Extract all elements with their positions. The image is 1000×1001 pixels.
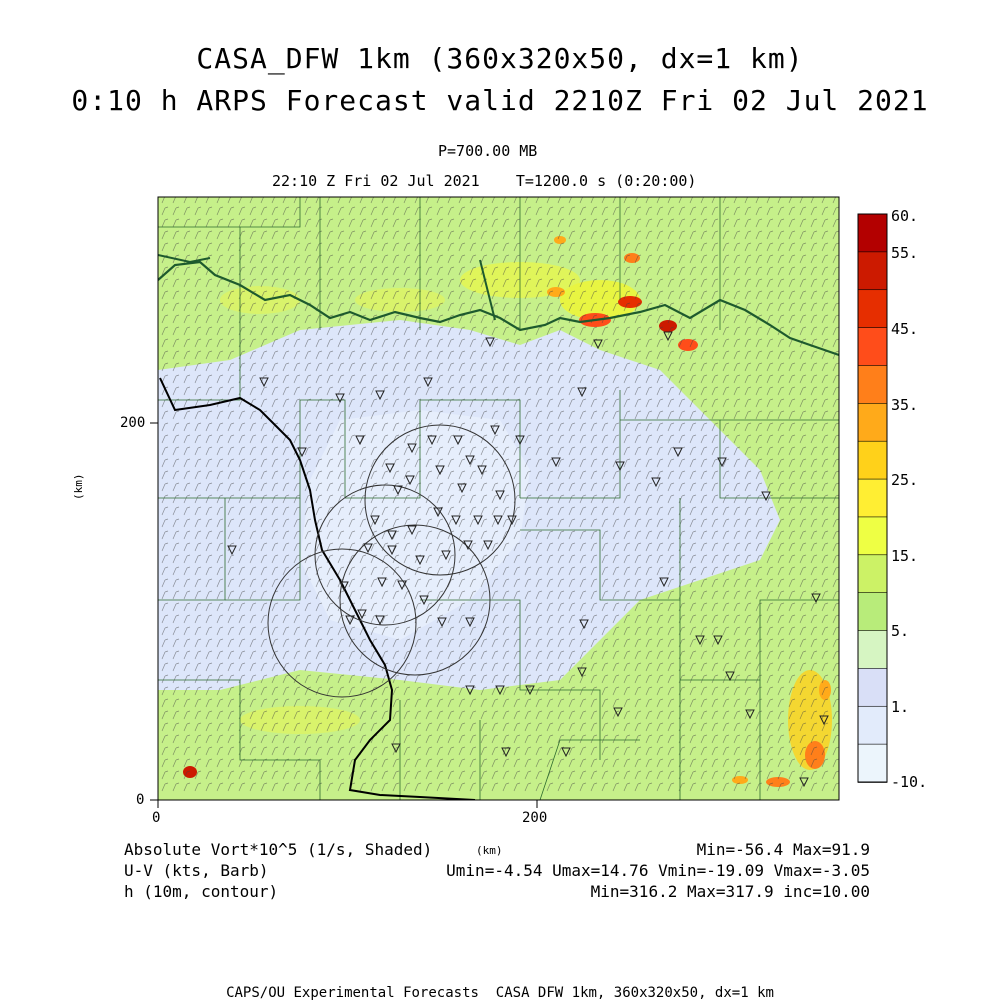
legend-stats-height: Min=316.2 Max=317.9 inc=10.00 (590, 882, 870, 901)
colorbar-label-neg10: -10. (891, 773, 928, 791)
colorbar-swatch (858, 403, 887, 441)
colorbar-swatch (858, 706, 887, 744)
colorbar-swatch (858, 441, 887, 479)
y-tick-0: 0 (136, 792, 145, 808)
title-line-2: 0:10 h ARPS Forecast valid 2210Z Fri 02 Jul 2021 (71, 84, 929, 117)
colorbar (858, 214, 887, 783)
colorbar-label-60: 60. (891, 207, 919, 225)
legend-var-height: h (10m, contour) (124, 882, 279, 901)
colorbar-label-1: 1. (891, 698, 910, 716)
colorbar-swatch (858, 593, 887, 631)
y-axis-unit: (km) (72, 473, 85, 500)
colorbar-swatch (858, 365, 887, 403)
x-tick-0: 0 (152, 810, 161, 826)
time-info: 22:10 Z Fri 02 Jul 2021 T=1200.0 s (0:20:00) (272, 172, 697, 190)
x-axis-unit: (km) (476, 844, 503, 857)
colorbar-swatch (858, 328, 887, 366)
legend-var-wind: U-V (kts, Barb) (124, 861, 269, 880)
colorbar-swatch (858, 668, 887, 706)
colorbar-swatch (858, 214, 887, 252)
colorbar-label-55: 55. (891, 244, 919, 262)
colorbar-swatch (858, 479, 887, 517)
colorbar-label-5: 5. (891, 622, 910, 640)
colorbar-swatch (858, 744, 887, 782)
colorbar-swatch (858, 290, 887, 328)
y-tick-200: 200 (120, 415, 146, 431)
colorbar-label-45: 45. (891, 320, 919, 338)
colorbar-label-35: 35. (891, 396, 919, 414)
colorbar-swatch (858, 517, 887, 555)
pressure-level: P=700.00 MB (438, 142, 538, 160)
legend-var-vorticity: Absolute Vort*10^5 (1/s, Shaded) (124, 840, 433, 859)
x-tick-200: 200 (522, 810, 548, 826)
legend-stats-wind: Umin=-4.54 Umax=14.76 Vmin=-19.09 Vmax=-3.05 (446, 861, 870, 880)
colorbar-swatch (858, 555, 887, 593)
footer-credit: CAPS/OU Experimental Forecasts CASA DFW 1km, 360x320x50, dx=1 km (226, 985, 774, 1001)
colorbar-swatch (858, 631, 887, 669)
colorbar-label-25: 25. (891, 471, 919, 489)
colorbar-swatch (858, 252, 887, 290)
colorbar-label-15: 15. (891, 547, 919, 565)
title-line-1: CASA_DFW 1km (360x320x50, dx=1 km) (196, 42, 804, 75)
legend-stats-vorticity: Min=-56.4 Max=91.9 (696, 840, 870, 859)
